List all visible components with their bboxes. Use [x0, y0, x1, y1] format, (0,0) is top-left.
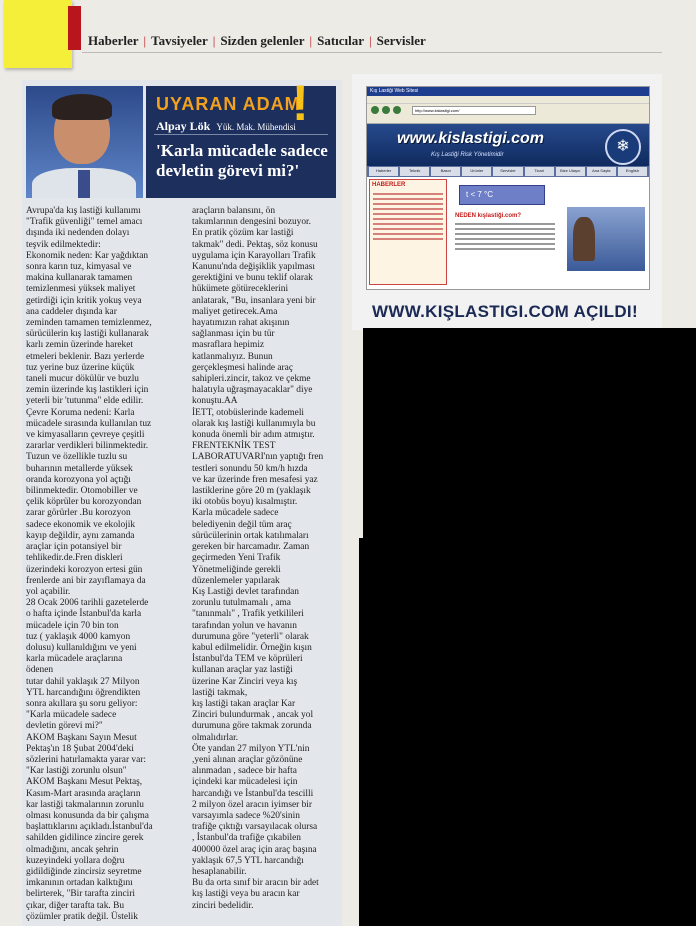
site-product-image	[567, 207, 645, 271]
snowflake-seal-icon: ❄	[605, 129, 641, 165]
site-nav-item: English	[618, 167, 647, 176]
banner-divider	[154, 134, 328, 135]
site-nav	[367, 166, 649, 177]
site-nav-item: Bize Ulaşın	[556, 167, 585, 176]
nav-item-haberler[interactable]: Haberler	[88, 33, 139, 48]
site-nav-item: Teknik	[400, 167, 429, 176]
nav-separator: |	[143, 33, 147, 48]
browser-menubar	[367, 96, 649, 104]
site-nav-item: Haberler	[369, 167, 398, 176]
site-nav-item: Servisler	[493, 167, 522, 176]
site-news-box	[369, 179, 447, 285]
article-headline: 'Karla mücadele sadece devletin görevi mi?'	[156, 141, 328, 180]
site-news-header: HABERLER	[372, 182, 406, 188]
nav-separator: |	[309, 33, 313, 48]
nav-item-servisler[interactable]: Servisler	[376, 33, 426, 48]
article-column-2: araçların balansını, ön takımlarının dengesini bozuyor. En pratik çözüm kar lastiği takmak" dedi. Pektaş, söz konusu uygulama için Karayolları Trafik Kanunu'nda değişiklik yapılması gerektiğini ve bunu teklif olarak hükümete götüreceklerini anlatarak, "Bu, insanlara yeni bir maliyet getirecek.Ama hayatımızın rahat akışının sağlanması için bu tür masraflara hepimiz katlanmalıyız. Bunun gerçekleşmesi halinde araç sahipleri.zincir, takoz ve çekme halatıyla uğraşmayacaklar" diye konuştu.AA İETT, otobüslerinde kademeli olarak kış lastiği kullanımıyla bu konuda önemli bir adım atmıştır. FRENTEKNİK TEST LABORATUVARI'nın yaptığı fren testleri sonundu 50 km/h hızda ve kar üzerinde fren mesafesi yaz lastiklerine göre 20 m (yaklaşık iki otobüs boyu) kısalmıştır. Karla mücadele sadece belediyenin değil tüm araç sürücülerinin ortak katılımaları gereken bir harcamadır. Zaman geçirmeden Yeni Trafik Yönetmeliğinde gerekli düzenlemeler yapılarak Kış Lastiği devlet tarafından zorunlu tutulmamalı , ama "tanınmalı" , Trafik yetkilileri tarafından yolun ve havanın durumuna göre "yeterli" olarak kabul edilmelidir. Örneğin kışın İstanbul'da TEM ve köprüleri kullanan araçlar yaz lastiği üzerine Kar Zinciri veya kış lastiği takmak, kış lastiği takan araçlar Kar Zinciri bulundurmak , ancak yol durumuna göre takmak zorunda olmalıdırlar. Öte yandan 27 milyon YTL'nin ,yeni alınan araçlar gözönüne alınmadan , sadece bir hafta içindeki kar mücadelesi için harcandığı ve İstanbul'da tescilli 2 milyon özel aracın iyimser bir varsayımla sadece %20'sinin trafiğe çıktığı varsayılacak olursa , İstanbul'da trafiğe çıkabilen 400000 özel araç için araç başına yaklaşık 67,5 YTL harcandığı hesaplanabilir. Bu da orta sınıf bir aracın bir adet kış lastiği veya bu aracın kar zinciri bedelidir.	[192, 206, 324, 911]
header-rule	[82, 52, 662, 53]
article-column-1: Avrupa'da kış lastiği kullanımı "Trafik güvenliği" temel amacı dışında iki nedenden dolayı teşvik edilmektedir: Ekonomik neden: Kar yağdıktan sonra karın tuz, kimyasal ve makina kullanarak tamamen temizlenmesi yüksek maliyet getirdiği için kritik yokuş veya ana caddeler dışında kar zeminden tamamen temizlenmez, sürücülerin kış lastiği kullanarak karlı zemin üzerinde hareket etmeleri beklenir. Bazı yerlerde tuz yerine buz üzerine küçük taneli mucur dökülür ve buzlu zemin üzerinde kış lastikleri için yeterli bir 'tutunma" elde edilir. Çevre Koruma nedeni: Karla mücadele sırasında kullanılan tuz ve kimyasalların çevreye çeşitli zararlar verdikleri bilinmektedir. Tuzun ve özellikle tuzlu su buharının metallerde yüksek oranda korozyona yol açtığı bilinmektedir. Otomobiller ve çelik köprüler bu korozyondan zarar görürler .Bu korozyon sadece ekonomik ve ekolojik kayıp değildir, aynı zamanda araçlar için potansiyel bir tehlikedir.de.Fren diskleri üzerindeki korozyon ertesi gün frenlerde ani bir zayıflamaya da yol açabilir. 28 Ocak 2006 tarihli gazetelerde o hafta içinde İstanbul'da karla mücadele için 70 bin ton tuz ( yaklaşık 4000 kamyon dolusu) kullanıldığını ve yeni karla mücadele araçlarına ödenen tutar dahil yaklaşık 27 Milyon YTL harcandığını öğrendikten sonra akıllara şu soru geliyor: "Karla mücadele sadece devletin görevi mi?" AKOM Başkanı Sayın Mesut Pektaş'ın 18 Şubat 2004'deki sözlerini hatırlamakta yarar var: "Kar lastiği zorunlu olsun" AKOM Başkanı Mesut Pektaş, Kasım-Mart arasında araçların kar lastiği takmalarının zorunlu olması konusunda da bir çalışma başlattıklarını açıkladı.İstanbul'da sahilden gidilince zincire gerek olmadığını, ancak şehrin kuzeyindeki yollara doğru gidildiğinde zincirsiz seyretme imkanının ortadan kalktığını belirterek, "Bir tarafta zinciri çıkar, diğer tarafta tak. Bu çözümler pratik değil. Üstelik	[26, 206, 153, 922]
author-photo	[26, 86, 143, 198]
address-bar: http://www.kislastigi.com/	[412, 106, 536, 115]
site-nav-item: Ticari	[525, 167, 554, 176]
site-text-block	[455, 223, 555, 253]
site-header	[367, 124, 649, 166]
site-subtitle: Kış Lastiği Risk Yönetimidir	[431, 152, 504, 158]
site-nav-item: Ana Sayfa	[587, 167, 616, 176]
links-bar	[367, 116, 649, 124]
author-line	[156, 119, 296, 134]
nav-item-sizden-gelenler[interactable]: Sizden gelenler	[220, 33, 305, 48]
temperature-box: t < 7 °C	[459, 185, 545, 205]
website-advertisement	[352, 74, 662, 330]
refresh-icon	[393, 106, 401, 114]
forward-icon	[382, 106, 390, 114]
section-color-bar	[68, 6, 81, 50]
browser-screenshot	[366, 86, 650, 290]
author-name: Alpay Lök	[156, 119, 211, 133]
browser-titlebar: Kış Lastiği Web Sitesi	[367, 87, 649, 96]
site-nav-item: Basın	[431, 167, 460, 176]
back-icon	[371, 106, 379, 114]
exclamation-icon: !	[292, 75, 309, 131]
nav-separator: |	[369, 33, 372, 48]
article	[22, 75, 342, 926]
browser-toolbar	[367, 104, 649, 116]
nav-item-tavsiyeler[interactable]: Tavsiyeler	[151, 33, 208, 48]
site-nav-item: Ürünler	[462, 167, 491, 176]
site-body	[367, 177, 649, 287]
blacked-out-region	[359, 538, 696, 926]
article-banner	[146, 75, 336, 198]
author-role: Yük. Mak. Mühendisi	[216, 122, 296, 132]
top-navigation	[88, 33, 426, 49]
nav-separator: |	[212, 33, 216, 48]
neden-label: NEDEN kışlastiği.com?	[455, 213, 522, 219]
section-title: UYARAN ADAM	[156, 94, 301, 114]
nav-item-saticilar[interactable]: Satıcılar	[317, 33, 365, 48]
site-logo: www.kislastigi.com	[397, 130, 545, 147]
blacked-out-region	[363, 328, 696, 538]
sticky-note	[4, 0, 72, 68]
ad-caption: WWW.KIŞLASTIGI.COM AÇILDI!	[372, 302, 638, 321]
